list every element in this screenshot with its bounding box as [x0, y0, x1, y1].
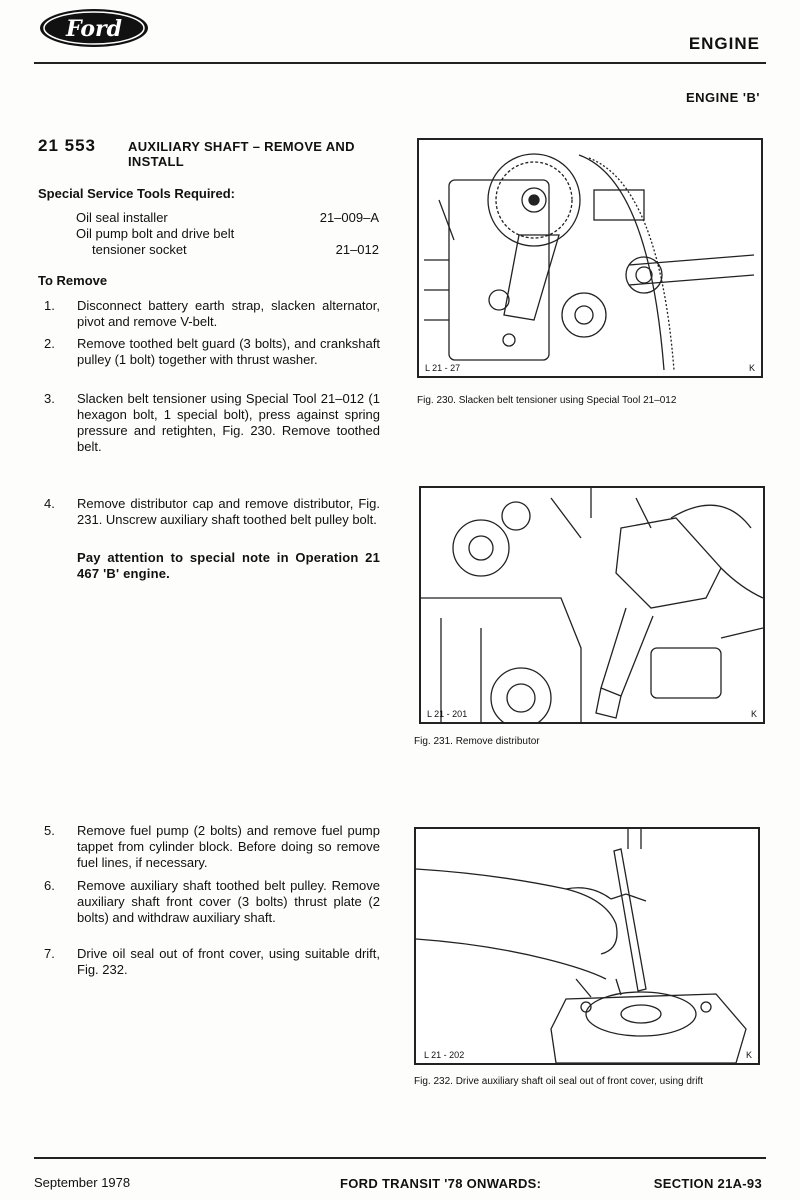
- tool-item-continued: [76, 242, 379, 258]
- step-text: Drive oil seal out of front cover, using suitable drift, Fig. 232.: [77, 946, 380, 977]
- step-text: Slacken belt tensioner using Special Tool 21–012 (1 hexagon bolt, 1 special bolt), press against spring pressure and retighten, Fig. 230. Remove toothed belt.: [77, 391, 380, 454]
- figure-corner-mark: K: [745, 1050, 752, 1060]
- tool-item: [76, 210, 379, 226]
- footer-date: September 1978: [34, 1175, 131, 1190]
- step-number: 3.: [44, 391, 55, 406]
- subsection-title: ENGINE 'B': [685, 90, 760, 105]
- tools-heading: Special Service Tools Required:: [38, 186, 235, 201]
- header-rule: [34, 62, 766, 64]
- step-3: [44, 391, 380, 455]
- operation-number: 21 553: [38, 136, 96, 155]
- figure-231-caption: Fig. 231. Remove distributor: [414, 736, 540, 747]
- brand-text: Ford: [65, 16, 123, 42]
- footer-rule: [34, 1157, 766, 1159]
- step-1: [44, 298, 380, 330]
- step-5: [44, 823, 380, 871]
- figure-corner-mark: K: [748, 363, 755, 373]
- figure-ref: L 21 - 27: [425, 363, 461, 373]
- figure-corner-mark: K: [750, 709, 757, 719]
- footer-section: SECTION 21A-93: [653, 1176, 762, 1191]
- step-number: 6.: [44, 878, 55, 893]
- step-4: [44, 496, 380, 528]
- tool-name-continued: tensioner socket: [92, 242, 187, 257]
- figure-ref: L 21 - 201: [427, 709, 468, 719]
- step-7: [44, 946, 380, 978]
- tool-code: 21–009–A: [319, 210, 379, 225]
- step-6: [44, 878, 380, 926]
- figure-232-illustration: [414, 827, 760, 1065]
- step-text: Remove auxiliary shaft toothed belt pulley. Remove auxiliary shaft front cover (3 bolts) thrust plate (2 bolts) and withdraw auxiliary shaft.: [77, 878, 380, 925]
- ford-logo: [38, 7, 150, 49]
- step-number: 2.: [44, 336, 55, 351]
- tool-name: Oil pump bolt and drive belt: [76, 226, 235, 241]
- step-text: Remove toothed belt guard (3 bolts), and crankshaft pulley (1 bolt) together with thrust washer.: [77, 336, 380, 367]
- operation-title: AUXILIARY SHAFT – REMOVE AND INSTALL: [128, 139, 355, 169]
- figure-232-caption: Fig. 232. Drive auxiliary shaft oil seal out of front cover, using drift: [414, 1076, 704, 1087]
- step-number: 4.: [44, 496, 55, 511]
- section-title: ENGINE: [688, 34, 760, 53]
- figure-ref: L 21 - 202: [424, 1050, 465, 1060]
- tool-item: [76, 226, 379, 242]
- special-note: Pay attention to special note in Operation 21 467 'B' engine.: [77, 550, 380, 581]
- step-number: 5.: [44, 823, 55, 838]
- step-text: Remove fuel pump (2 bolts) and remove fuel pump tappet from cylinder block. Before doing so remove fuel lines, if necessary.: [77, 823, 380, 870]
- step-2: [44, 336, 380, 368]
- step-text: Disconnect battery earth strap, slacken alternator, pivot and remove V-belt.: [77, 298, 380, 329]
- remove-heading: To Remove: [38, 273, 108, 288]
- footer-title: FORD TRANSIT '78 ONWARDS:: [340, 1176, 542, 1191]
- step-number: 7.: [44, 946, 55, 961]
- figure-230-caption: Fig. 230. Slacken belt tensioner using Special Tool 21–012: [417, 395, 677, 406]
- tool-code: 21–012: [335, 242, 379, 257]
- figure-230-illustration: [417, 138, 763, 378]
- tool-name: Oil seal installer: [76, 210, 168, 225]
- step-number: 1.: [44, 298, 55, 313]
- step-text: Remove distributor cap and remove distributor, Fig. 231. Unscrew auxiliary shaft toothed belt pulley bolt.: [77, 496, 380, 527]
- figure-231-illustration: [419, 486, 765, 724]
